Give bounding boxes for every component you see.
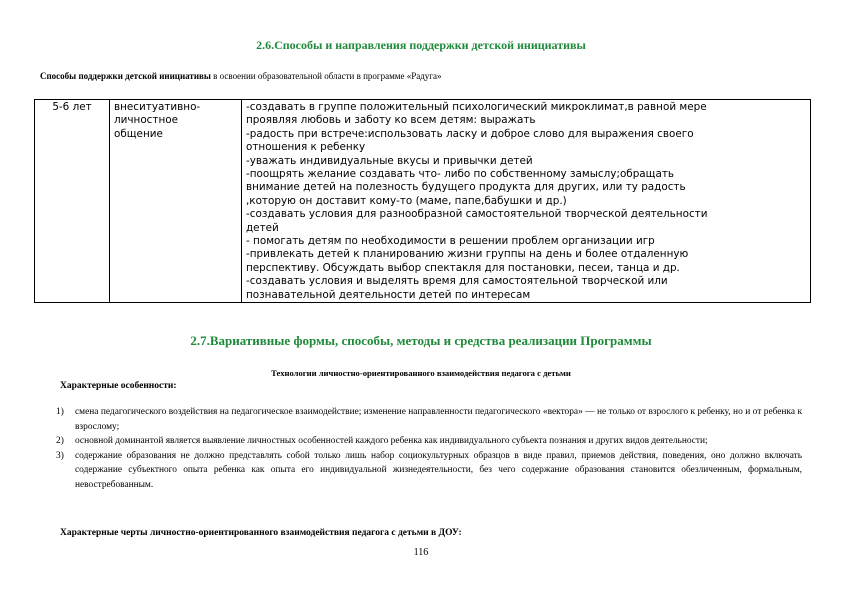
area-line: внеситуативно-	[114, 101, 201, 113]
table-row	[35, 100, 811, 303]
table-caption	[40, 71, 441, 81]
table-caption-rest: в освоении образовательной области в программе «Радуга»	[210, 71, 442, 81]
table-caption-bold: Способы поддержки детской инициативы	[40, 71, 211, 81]
method-line: проявляя любовь и заботу ко всем детям: выражать	[246, 114, 536, 127]
technology-title: Технологии личностно-ориентированного взаимодействия педагога с детьми	[271, 368, 571, 378]
method-line: внимание детей на полезность будущего продукта для других, или ту радость	[246, 181, 686, 194]
list-item	[56, 449, 802, 493]
area-cell	[110, 100, 242, 303]
method-line: -создавать в группе положительный психологический микроклимат,в равной мере	[246, 101, 707, 113]
list-item	[56, 405, 802, 434]
method-line: -создавать условия и выделять время для самостоятельной творческой или	[246, 275, 668, 288]
list-item-number: 2)	[56, 436, 64, 446]
traits-label: Характерные черты личностно-ориентированного взаимодействия педагога с детьми в ДОУ:	[60, 528, 462, 538]
method-line: -привлекать детей к планированию жизни группы на день и более отдаленную	[246, 248, 689, 261]
method-line: -уважать индивидуальные вкусы и привычки детей	[246, 154, 533, 167]
method-line: отношения к ребенку	[246, 141, 366, 154]
features-list	[56, 405, 802, 492]
list-item-text: содержание образования не должно представлять собой только лишь набор социокультурных образцов в виде правил, приемов действия, поведения, оно должно включать содержание субъектного опыта ребенка как опыта его индивидуальной жизнедеятельности, без чего содержание образования становится обезличенным, формальным, невостребованным.	[75, 450, 802, 490]
method-line: - помогать детям по необходимости в решении проблем организации игр	[246, 235, 655, 248]
method-line: ,которую он доставит кому-то (маме, папе,бабушки и др.)	[246, 194, 567, 207]
age-cell: 5-6 лет	[35, 100, 110, 303]
list-item-number: 3)	[56, 450, 64, 461]
area-line: общение	[114, 127, 163, 140]
list-item	[56, 434, 802, 449]
list-item-number: 1)	[56, 407, 64, 417]
method-line: -радость при встрече:использовать ласку и доброе слово для выражения своего	[246, 127, 694, 140]
features-label: Характерные особенности:	[60, 381, 177, 391]
method-line: -создавать условия для разнообразной самостоятельной творческой деятельности	[246, 208, 708, 221]
method-line: -поощрять желание создавать что- либо по собственному замыслу;обращать	[246, 168, 674, 181]
area-line: личностное	[114, 114, 178, 127]
method-line: познавательной деятельности детей по интересам	[246, 288, 531, 301]
list-item-text: основной доминантой является выявление личностных особенностей каждого ребенка как индивидуального субъекта познания и других видов деятельности;	[75, 436, 708, 446]
initiative-support-table	[34, 99, 811, 303]
method-line: детей	[246, 221, 279, 234]
methods-cell	[242, 100, 811, 303]
section-title: 2.6.Способы и направления поддержки детской инициативы	[256, 38, 586, 52]
method-line: перспективу. Обсуждать выбор спектакля для постановки, песеи, танца и др.	[246, 261, 680, 274]
list-item-text: смена педагогического воздействия на педагогическое взаимодействие; изменение направленности педагогического «вектора» — не только от взрослого к ребенку, но и от ребенка к взрослому;	[75, 407, 802, 432]
section2-title: 2.7.Вариативные формы, способы, методы и средства реализации Программы	[190, 333, 652, 348]
page-number: 116	[413, 547, 429, 558]
